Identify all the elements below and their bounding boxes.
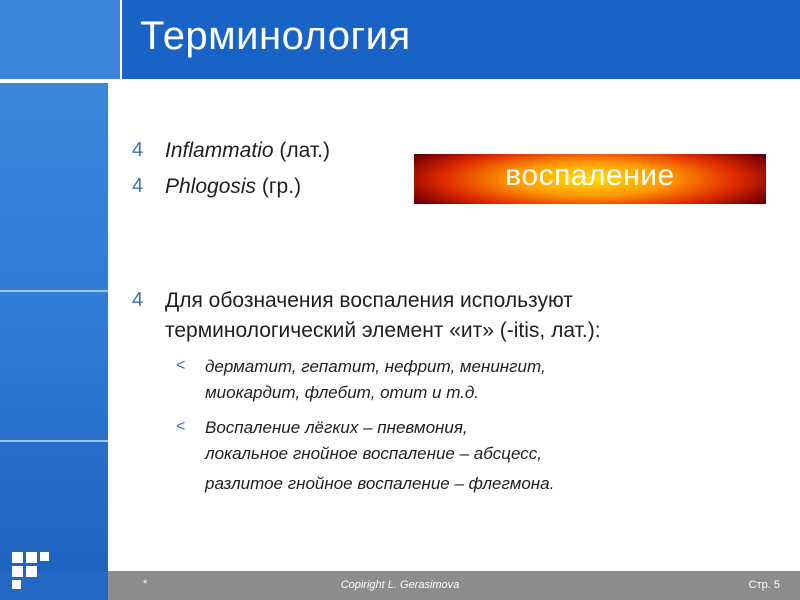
header-left-block bbox=[0, 0, 122, 79]
slide-title: Терминология bbox=[140, 14, 411, 58]
bullet-icon: 4 bbox=[132, 289, 144, 311]
header-vertical-divider bbox=[120, 0, 122, 83]
bullet-item bbox=[165, 172, 301, 201]
main-bullet-line2: терминологический элемент «ит» (-itis, лат.): bbox=[165, 319, 601, 342]
bullet-icon: 4 bbox=[132, 175, 144, 197]
bullet-icon: 4 bbox=[132, 139, 144, 161]
sub-bullet-icon: < bbox=[176, 418, 186, 435]
left-panel-line-lower bbox=[0, 440, 108, 442]
footer-page-number: Стр. 5 bbox=[748, 579, 780, 591]
bullet-term: Inflammatio bbox=[165, 139, 274, 162]
sub-bullet-line: дерматит, гепатит, нефрит, менингит, bbox=[205, 357, 546, 376]
flame-banner-text: воспаление bbox=[505, 159, 675, 192]
footer-date: * bbox=[143, 578, 148, 590]
bullet-term: Phlogosis bbox=[165, 175, 257, 198]
left-panel-divider bbox=[108, 83, 110, 571]
sub-bullet-line: разлитое гнойное воспаление – флегмона. bbox=[205, 474, 555, 493]
sub-bullet-icon: < bbox=[176, 357, 186, 374]
footer-copyright: Copiright L. Gerasimova bbox=[340, 579, 460, 591]
bullet-rest: (гр.) bbox=[256, 175, 302, 198]
left-panel bbox=[0, 83, 108, 571]
bullet-rest: (лат.) bbox=[273, 139, 330, 162]
main-bullet-line1: Для обозначения воспаления используют bbox=[165, 289, 573, 312]
sub-bullet-line: миокардит, флебит, отит и т.д. bbox=[205, 383, 480, 402]
sub-bullet-line: локальное гнойное воспаление – абсцесс, bbox=[205, 444, 542, 463]
sub-bullet-line: Воспаление лёгких – пневмония, bbox=[205, 418, 468, 437]
left-panel-line bbox=[0, 290, 108, 292]
bullet-item bbox=[165, 136, 330, 165]
